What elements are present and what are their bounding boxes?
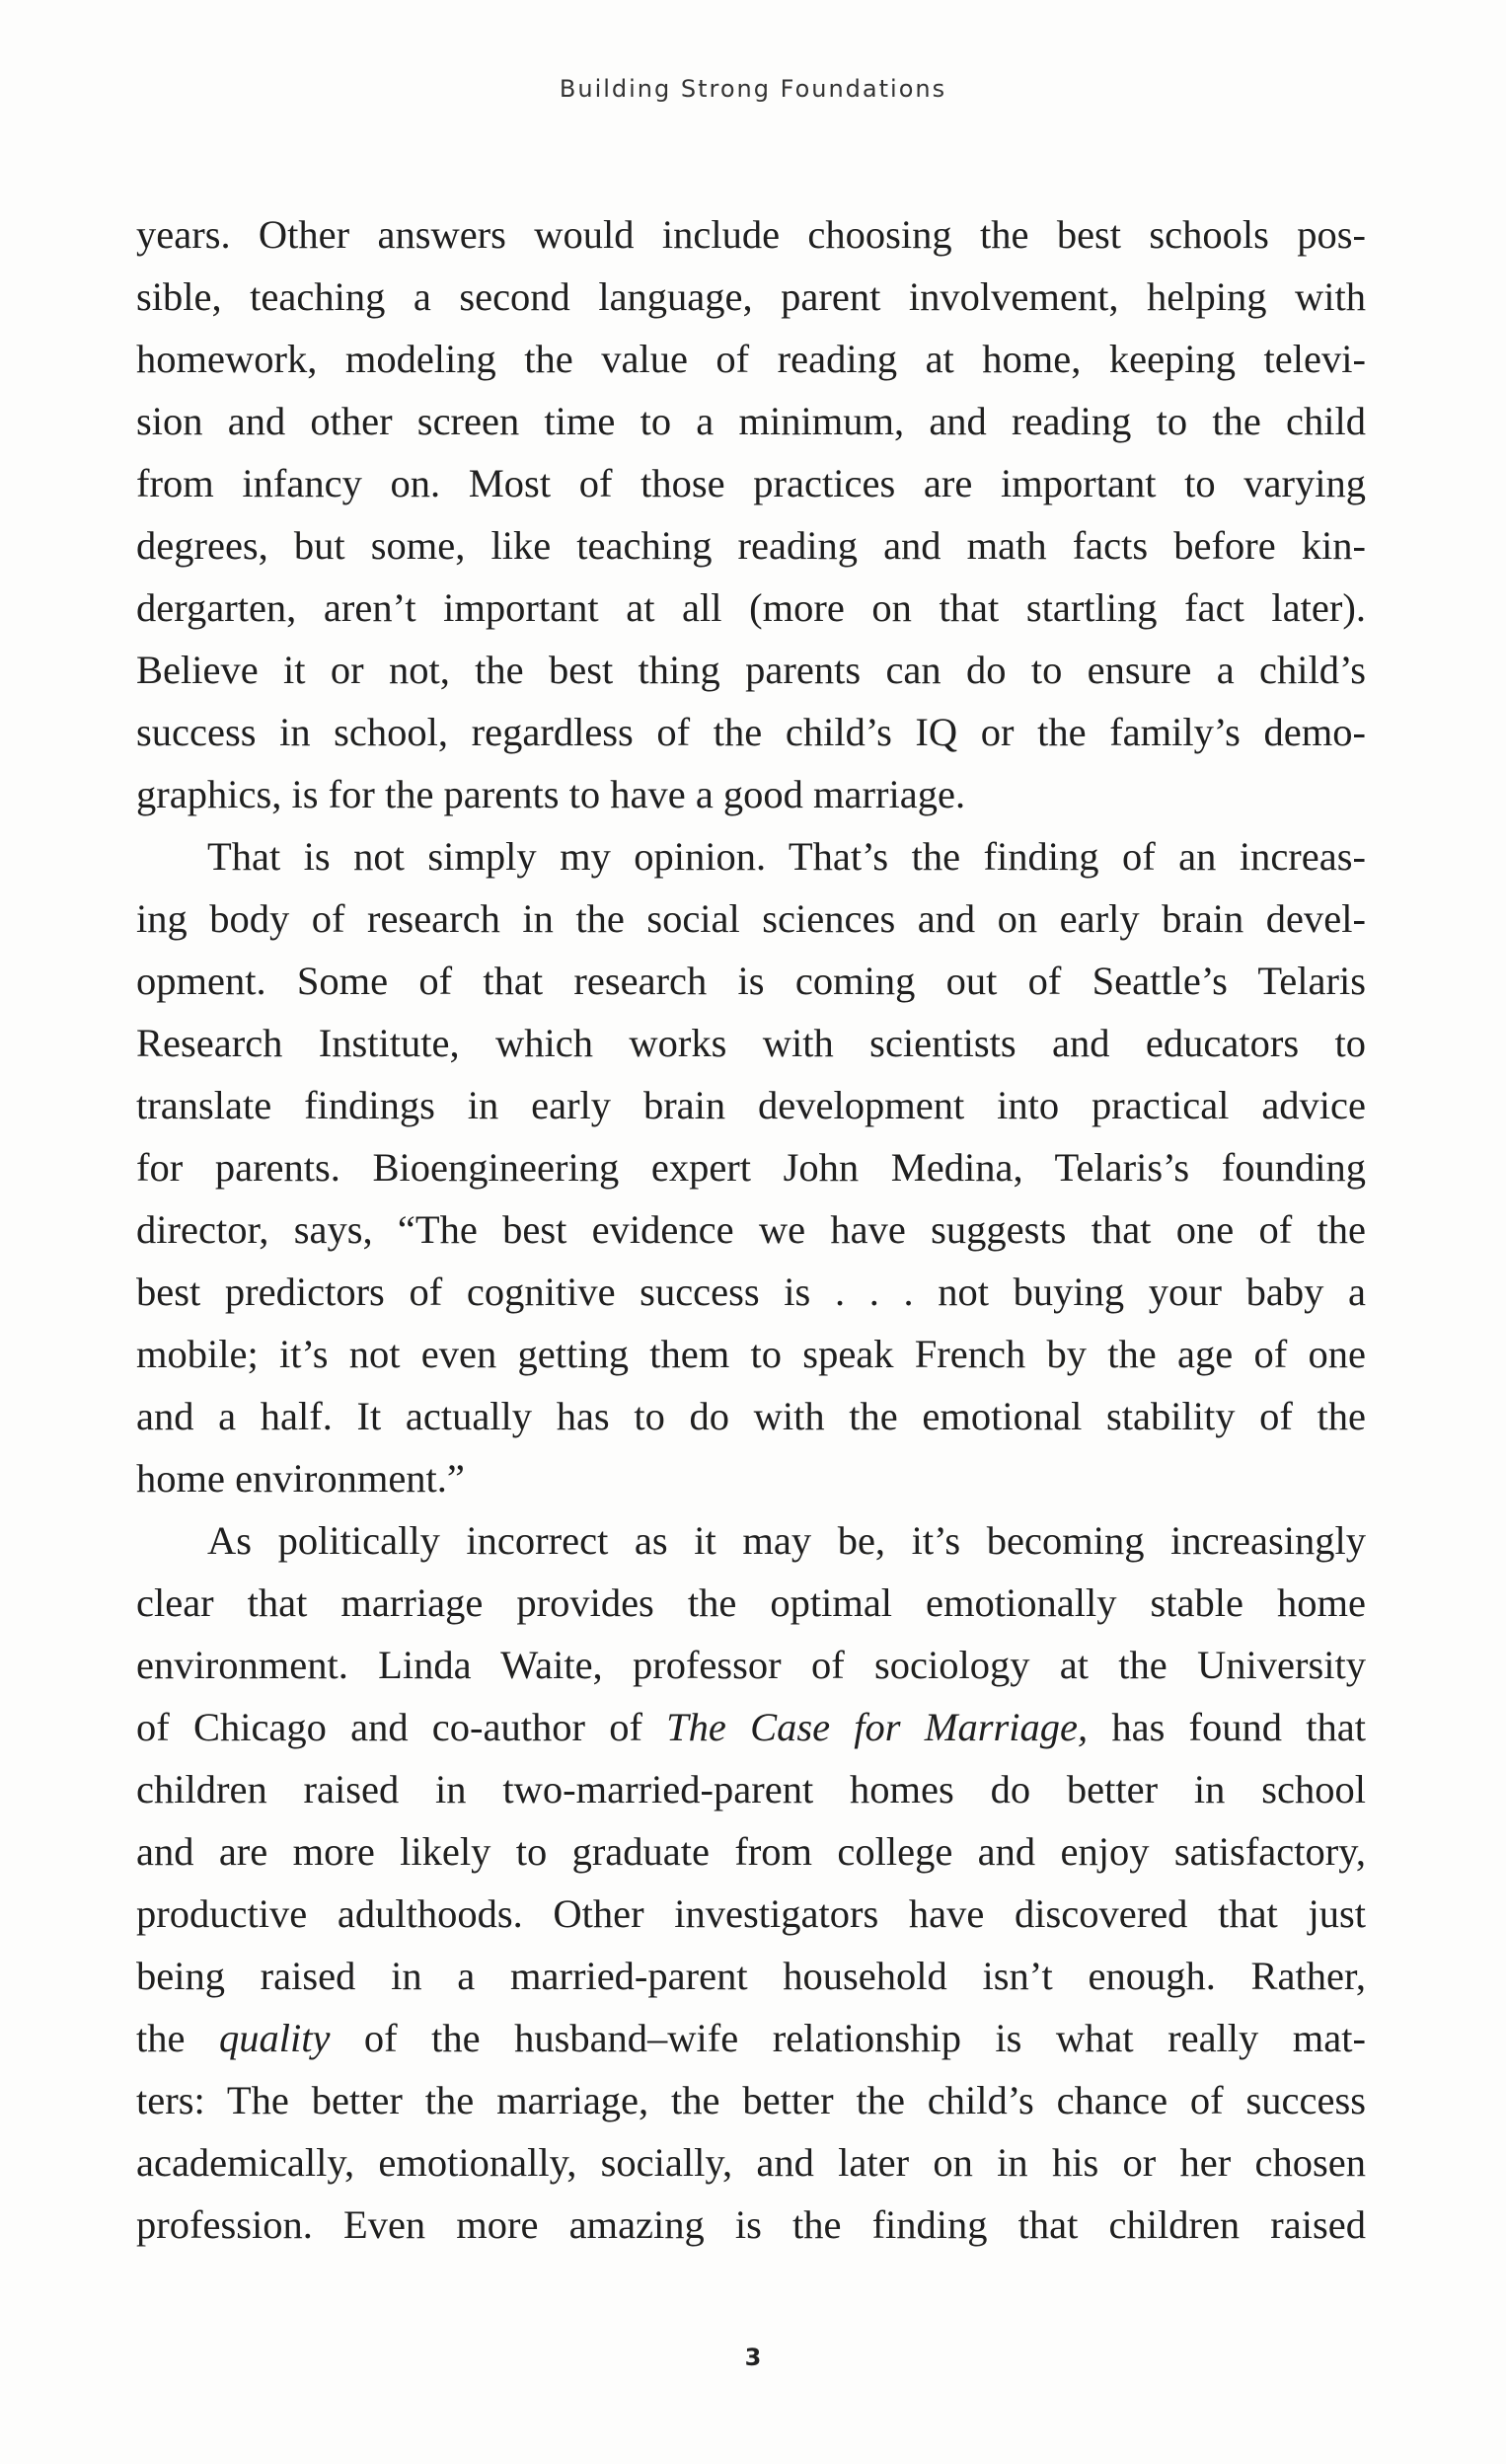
paragraph-2 — [136, 825, 1366, 1509]
text-line: best predictors of cognitive success is . . . not buying your baby a — [136, 1270, 1366, 1314]
text-line: being raised in a married-parent household isn’t enough. Rather, — [136, 1954, 1366, 1998]
text-run: of the husband–wife relationship is what really mat- — [330, 2016, 1366, 2060]
text-line: ters: The better the marriage, the better the child’s chance of success — [136, 2078, 1366, 2122]
text-line: academically, emotionally, socially, and later on in his or her chosen — [136, 2140, 1366, 2185]
text-line: and are more likely to graduate from college and enjoy satisfactory, — [136, 1829, 1366, 1874]
paragraph-1 — [136, 203, 1366, 825]
text-line: degrees, but some, like teaching reading and math facts before kin- — [136, 523, 1366, 568]
text-line: Believe it or not, the best thing parents can do to ensure a child’s — [136, 648, 1366, 692]
text-line: sible, teaching a second language, parent involvement, helping with — [136, 274, 1366, 319]
text-line: opment. Some of that research is coming out of Seattle’s Telaris — [136, 959, 1366, 1003]
book-title: The Case for Marriage, — [666, 1705, 1089, 1749]
text-line: clear that marriage provides the optimal emotionally stable home — [136, 1580, 1366, 1625]
emphasis: quality — [218, 2016, 331, 2060]
text-line: dergarten, aren’t important at all (more on that startling fact later). — [136, 585, 1366, 630]
text-line: As politically incorrect as it may be, it’s becoming increasingly — [207, 1518, 1366, 1563]
running-head: Building Strong Foundations — [559, 75, 947, 103]
text-line: and a half. It actually has to do with the emotional stability of the — [136, 1394, 1366, 1438]
text-line: from infancy on. Most of those practices are important to varying — [136, 461, 1366, 505]
text-line: for parents. Bioengineering expert John Medina, Telaris’s founding — [136, 1145, 1366, 1190]
text-line: translate findings in early brain development into practical advice — [136, 1083, 1366, 1127]
text-line — [136, 1696, 1366, 1758]
body-text — [136, 203, 1366, 2256]
text-line: environment. Linda Waite, professor of sociology at the University — [136, 1643, 1366, 1687]
text-line: That is not simply my opinion. That’s the finding of an increas- — [207, 834, 1366, 879]
text-run: of Chicago and co-author of — [136, 1705, 667, 1749]
text-line: home environment.” — [136, 1456, 465, 1501]
text-line: sion and other screen time to a minimum, and reading to the child — [136, 399, 1366, 443]
text-line: homework, modeling the value of reading at home, keeping televi- — [136, 337, 1366, 381]
paragraph-3 — [136, 1509, 1366, 2256]
text-line — [136, 2007, 1366, 2069]
text-line: profession. Even more amazing is the finding that children raised — [136, 2202, 1366, 2247]
text-line: director, says, “The best evidence we have suggests that one of the — [136, 1207, 1366, 1252]
text-line: success in school, regardless of the child’s IQ or the family’s demo- — [136, 710, 1366, 754]
text-line: productive adulthoods. Other investigators have discovered that just — [136, 1891, 1366, 1936]
text-line: years. Other answers would include choosing the best schools pos- — [136, 212, 1366, 257]
text-line: graphics, is for the parents to have a good marriage. — [136, 772, 966, 816]
text-line: Research Institute, which works with scientists and educators to — [136, 1021, 1366, 1065]
text-line: mobile; it’s not even getting them to speak French by the age of one — [136, 1332, 1366, 1376]
text-line: children raised in two-married-parent homes do better in school — [136, 1767, 1366, 1811]
text-run: has found that — [1088, 1705, 1366, 1749]
text-line: ing body of research in the social sciences and on early brain devel- — [136, 896, 1366, 941]
text-run: the — [136, 2016, 219, 2060]
page-number: 3 — [744, 2344, 762, 2371]
